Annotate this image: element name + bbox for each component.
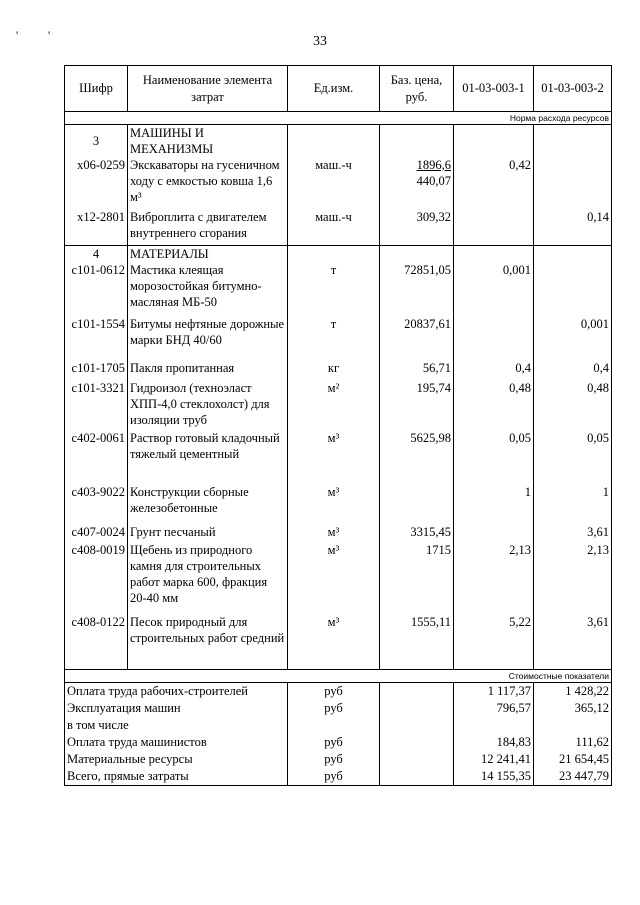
table-row xyxy=(65,542,612,614)
row-value-col2: 1 xyxy=(534,484,612,524)
summary-value-col2: 111,62 xyxy=(534,734,612,751)
row-price xyxy=(380,157,454,209)
row-code: с408-0122 xyxy=(65,614,128,670)
scan-mark-right: ' xyxy=(48,28,51,42)
header-price: Баз. цена, руб. xyxy=(380,66,454,112)
summary-value-col1: 184,83 xyxy=(454,734,534,751)
summary-row xyxy=(65,683,612,701)
summary-price-empty xyxy=(380,683,454,701)
row-price-primary: 1896,6 xyxy=(416,158,451,172)
row-price: 309,32 xyxy=(380,209,454,245)
header-col1: 01-03-003-1 xyxy=(454,66,534,112)
cost-label: Стоимостные показатели xyxy=(65,670,612,683)
row-value-col2 xyxy=(534,262,612,316)
summary-value-col2: 23 447,79 xyxy=(534,768,612,786)
table-header-row xyxy=(65,66,612,112)
row-value-col2: 0,14 xyxy=(534,209,612,245)
scan-mark-left: ' xyxy=(16,28,19,42)
row-value-col2: 0,05 xyxy=(534,430,612,484)
row-value-col2: 3,61 xyxy=(534,614,612,670)
row-value-col2: 0,48 xyxy=(534,380,612,430)
summary-name: Всего, прямые затраты xyxy=(65,768,288,786)
row-code: с101-3321 xyxy=(65,380,128,430)
table-row xyxy=(65,524,612,542)
header-col2: 01-03-003-2 xyxy=(534,66,612,112)
row-name: Раствор готовый кладочный тяжелый цементный xyxy=(128,430,288,484)
row-value-col1 xyxy=(454,524,534,542)
summary-value-col1: 1 117,37 xyxy=(454,683,534,701)
row-value-col1: 0,48 xyxy=(454,380,534,430)
summary-value-col1: 12 241,41 xyxy=(454,751,534,768)
table-row xyxy=(65,380,612,430)
header-unit: Ед.изм. xyxy=(288,66,380,112)
row-code: х06-0259 xyxy=(65,157,128,209)
summary-row xyxy=(65,751,612,768)
summary-value-col1: 796,57 xyxy=(454,700,534,717)
summary-row xyxy=(65,768,612,786)
table-row xyxy=(65,430,612,484)
summary-value-col1 xyxy=(454,717,534,734)
row-name: Пакля пропитанная xyxy=(128,360,288,380)
row-unit: м² xyxy=(288,380,380,430)
row-code: с407-0024 xyxy=(65,524,128,542)
row-value-col2: 0,4 xyxy=(534,360,612,380)
summary-value-col2: 21 654,45 xyxy=(534,751,612,768)
summary-name: Эксплуатация машин xyxy=(65,700,288,717)
row-unit: т xyxy=(288,262,380,316)
section-machines-row xyxy=(65,125,612,158)
summary-price-empty xyxy=(380,768,454,786)
row-value-col1: 5,22 xyxy=(454,614,534,670)
section-number: 4 xyxy=(65,245,128,262)
row-price xyxy=(380,484,454,524)
row-value-col1: 1 xyxy=(454,484,534,524)
row-price: 20837,61 xyxy=(380,316,454,360)
summary-value-col2: 365,12 xyxy=(534,700,612,717)
row-unit: м³ xyxy=(288,484,380,524)
row-price: 195,74 xyxy=(380,380,454,430)
summary-unit xyxy=(288,717,380,734)
row-price: 1555,11 xyxy=(380,614,454,670)
row-unit: маш.-ч xyxy=(288,157,380,209)
row-value-col2: 2,13 xyxy=(534,542,612,614)
row-value-col1 xyxy=(454,209,534,245)
header-code: Шифр xyxy=(65,66,128,112)
summary-name: Материальные ресурсы xyxy=(65,751,288,768)
table-row xyxy=(65,360,612,380)
norm-label: Норма расхода ресурсов xyxy=(65,112,612,125)
row-name: Битумы нефтяные дорожные марки БНД 40/60 xyxy=(128,316,288,360)
row-unit: м³ xyxy=(288,430,380,484)
row-code: с402-0061 xyxy=(65,430,128,484)
summary-value-col2: 1 428,22 xyxy=(534,683,612,701)
summary-name: Оплата труда рабочих-строителей xyxy=(65,683,288,701)
summary-name: в том числе xyxy=(65,717,288,734)
table-row xyxy=(65,262,612,316)
row-price-secondary: 440,07 xyxy=(416,174,451,188)
row-code: с101-0612 xyxy=(65,262,128,316)
summary-value-col2 xyxy=(534,717,612,734)
summary-price-empty xyxy=(380,717,454,734)
summary-name: Оплата труда машинистов xyxy=(65,734,288,751)
row-price: 3315,45 xyxy=(380,524,454,542)
summary-unit: руб xyxy=(288,734,380,751)
cost-label-row xyxy=(65,670,612,683)
norm-label-row xyxy=(65,112,612,125)
resource-norms-table xyxy=(64,65,612,786)
row-unit: м³ xyxy=(288,614,380,670)
row-value-col1: 0,001 xyxy=(454,262,534,316)
table-row xyxy=(65,157,612,209)
row-price: 72851,05 xyxy=(380,262,454,316)
row-price: 56,71 xyxy=(380,360,454,380)
row-value-col2 xyxy=(534,157,612,209)
summary-price-empty xyxy=(380,700,454,717)
row-value-col1: 0,4 xyxy=(454,360,534,380)
row-code: с101-1554 xyxy=(65,316,128,360)
row-name: Щебень из природного камня для строительных работ марка 600, фракция 20-40 мм xyxy=(128,542,288,614)
row-unit: маш.-ч xyxy=(288,209,380,245)
row-unit: м³ xyxy=(288,524,380,542)
row-value-col1: 0,42 xyxy=(454,157,534,209)
table-row xyxy=(65,316,612,360)
summary-row xyxy=(65,700,612,717)
summary-unit: руб xyxy=(288,751,380,768)
row-unit: т xyxy=(288,316,380,360)
row-code: с101-1705 xyxy=(65,360,128,380)
row-unit: кг xyxy=(288,360,380,380)
table-row xyxy=(65,614,612,670)
summary-unit: руб xyxy=(288,683,380,701)
row-value-col1 xyxy=(454,316,534,360)
row-name: Грунт песчаный xyxy=(128,524,288,542)
row-code: с408-0019 xyxy=(65,542,128,614)
row-value-col1: 0,05 xyxy=(454,430,534,484)
summary-price-empty xyxy=(380,751,454,768)
row-unit: м³ xyxy=(288,542,380,614)
section-title: МАШИНЫ И МЕХАНИЗМЫ xyxy=(128,125,288,158)
row-name: Песок природный для строительных работ средний xyxy=(128,614,288,670)
row-name: Конструкции сборные железобетонные xyxy=(128,484,288,524)
header-name: Наименование элемента затрат xyxy=(128,66,288,112)
row-code: с403-9022 xyxy=(65,484,128,524)
section-title: МАТЕРИАЛЫ xyxy=(128,245,288,262)
summary-row xyxy=(65,717,612,734)
table-row xyxy=(65,484,612,524)
row-value-col2: 3,61 xyxy=(534,524,612,542)
table-row xyxy=(65,209,612,245)
summary-value-col1: 14 155,35 xyxy=(454,768,534,786)
page-number: 33 xyxy=(313,34,327,49)
row-name: Виброплита с двигателем внутреннего сгорания xyxy=(128,209,288,245)
row-name: Экскаваторы на гусеничном ходу с емкостью ковша 1,6 м³ xyxy=(128,157,288,209)
summary-unit: руб xyxy=(288,700,380,717)
section-materials-row xyxy=(65,245,612,262)
summary-row xyxy=(65,734,612,751)
row-name: Мастика клеящая морозостойкая битумно-масляная МБ-50 xyxy=(128,262,288,316)
row-price: 5625,98 xyxy=(380,430,454,484)
summary-unit: руб xyxy=(288,768,380,786)
row-price: 1715 xyxy=(380,542,454,614)
summary-price-empty xyxy=(380,734,454,751)
row-name: Гидроизол (техноэласт ХПП-4,0 стеклохолст) для изоляции труб xyxy=(128,380,288,430)
row-value-col1: 2,13 xyxy=(454,542,534,614)
section-number: 3 xyxy=(65,125,128,158)
row-code: х12-2801 xyxy=(65,209,128,245)
row-value-col2: 0,001 xyxy=(534,316,612,360)
